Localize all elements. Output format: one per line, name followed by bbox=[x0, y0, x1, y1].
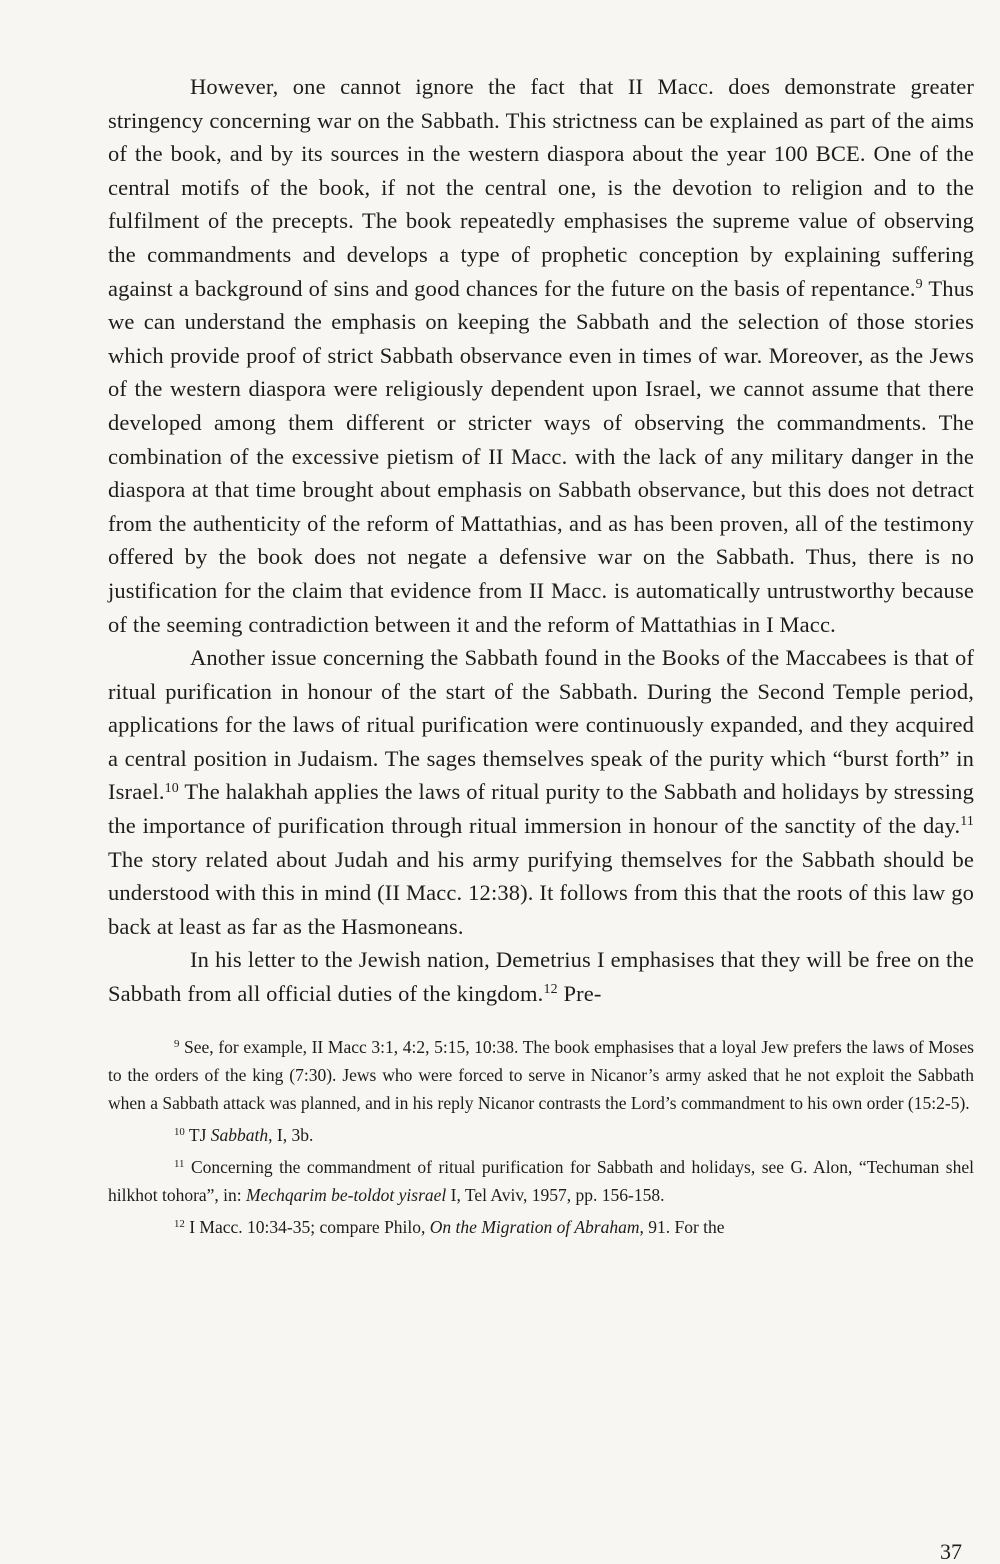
body-text bbox=[108, 70, 974, 1011]
footnote bbox=[108, 1121, 974, 1149]
footnote-text: , I, 3b. bbox=[268, 1124, 314, 1145]
paragraph bbox=[108, 70, 974, 641]
page-number: 37 bbox=[940, 1539, 962, 1564]
footnote-text: See, for example, II Macc 3:1, 4:2, 5:15, 10:38. The book emphasises that a loyal Jew prefers the laws of Moses to the orders of the king (7:30). Jews who were forced to serve in Nicanor’s army asked that he not exploit the Sabbath when a Sabbath attack was planned, and in his reply Nicanor contrasts the Lord’s commandment to his own order (15:2-5). bbox=[108, 1036, 974, 1113]
footnote-ref: 11 bbox=[960, 814, 974, 830]
footnote-text: , 91. For the bbox=[639, 1216, 725, 1237]
paragraph bbox=[108, 641, 974, 943]
paragraph-text: Another issue concerning the Sabbath found in the Books of the Maccabees is that of ritual purification in honour of the start of the Sabbath. During the Second Temple period, applications for the laws of ritual purification were continuously expanded, and they acquired a central position in Judaism. The sages themselves speak of the purity which “burst forth” in Israel. bbox=[108, 645, 974, 805]
footnote-italic: Sabbath bbox=[210, 1124, 269, 1145]
footnote bbox=[108, 1213, 974, 1241]
footnote-number: 10 bbox=[174, 1125, 185, 1138]
paragraph bbox=[108, 943, 974, 1010]
paragraph-text: The halakhah applies the laws of ritual purity to the Sabbath and holidays by stressing the importance of purification through ritual immersion in honour of the sanctity of the day. bbox=[108, 779, 974, 839]
footnote bbox=[108, 1033, 974, 1117]
paragraph-text: In his letter to the Jewish nation, Demetrius I emphasises that they will be free on the Sabbath from all official duties of the kingdom. bbox=[108, 947, 974, 1007]
footnote-ref: 12 bbox=[543, 982, 558, 998]
footnote-text: I Macc. 10:34-35; compare Philo, bbox=[184, 1216, 430, 1237]
footnote-italic: On the Migration of Abraham bbox=[429, 1216, 640, 1237]
footnotes bbox=[108, 1033, 974, 1241]
footnote-text: Concerning the commandment of ritual purification for Sabbath and holidays, see G. Alon, “Techuman shel hilkhot tohora”, in: bbox=[108, 1156, 974, 1205]
footnote-text: TJ bbox=[184, 1124, 211, 1145]
page bbox=[108, 70, 974, 1241]
paragraph-text: Pre- bbox=[557, 981, 602, 1007]
footnote-number: 9 bbox=[174, 1037, 180, 1050]
paragraph-text: However, one cannot ignore the fact that II Macc. does demonstrate greater stringency concerning war on the Sabbath. This strictness can be explained as part of the aims of the book, and by its sources in the western diaspora about the year 100 BCE. One of the central motifs of the book, if not the central one, is the devotion to religion and to the fulfilment of the precepts. The book repeatedly emphasises the supreme value of observing the commandments and develops a type of prophetic conception by explaining suffering against a background of sins and good chances for the future on the basis of repentance. bbox=[108, 74, 974, 301]
paragraph-text: Thus we can understand the emphasis on keeping the Sabbath and the selection of those stories which provide proof of strict Sabbath observance even in times of war. Moreover, as the Jews of the western diaspora were religiously dependent upon Israel, we cannot assume that there developed among them different or stricter ways of observing the commandments. The combination of the excessive pietism of II Macc. with the lack of any military danger in the diaspora at that time brought about emphasis on Sabbath observance, but this does not detract from the authenticity of the reform of Mattathias, and as has been proven, all of the testimony offered by the book does not negate a defensive war on the Sabbath. Thus, there is no justification for the claim that evidence from II Macc. is automatically untrustworthy because of the seeming contradiction between it and the reform of Mattathias in I Macc. bbox=[108, 275, 974, 637]
footnote-ref: 10 bbox=[164, 780, 179, 796]
footnote-number: 11 bbox=[174, 1157, 185, 1170]
footnote-italic: Mechqarim be-toldot yisrael bbox=[246, 1184, 447, 1205]
footnote-number: 12 bbox=[174, 1217, 185, 1230]
footnote bbox=[108, 1153, 974, 1209]
paragraph-text: The story related about Judah and his army purifying themselves for the Sabbath should be understood with this in mind (II Macc. 12:38). It follows from this that the roots of this law go back at least as far as the Hasmoneans. bbox=[108, 846, 974, 939]
footnote-ref: 9 bbox=[915, 276, 923, 292]
footnote-text: I, Tel Aviv, 1957, pp. 156-158. bbox=[446, 1184, 665, 1205]
